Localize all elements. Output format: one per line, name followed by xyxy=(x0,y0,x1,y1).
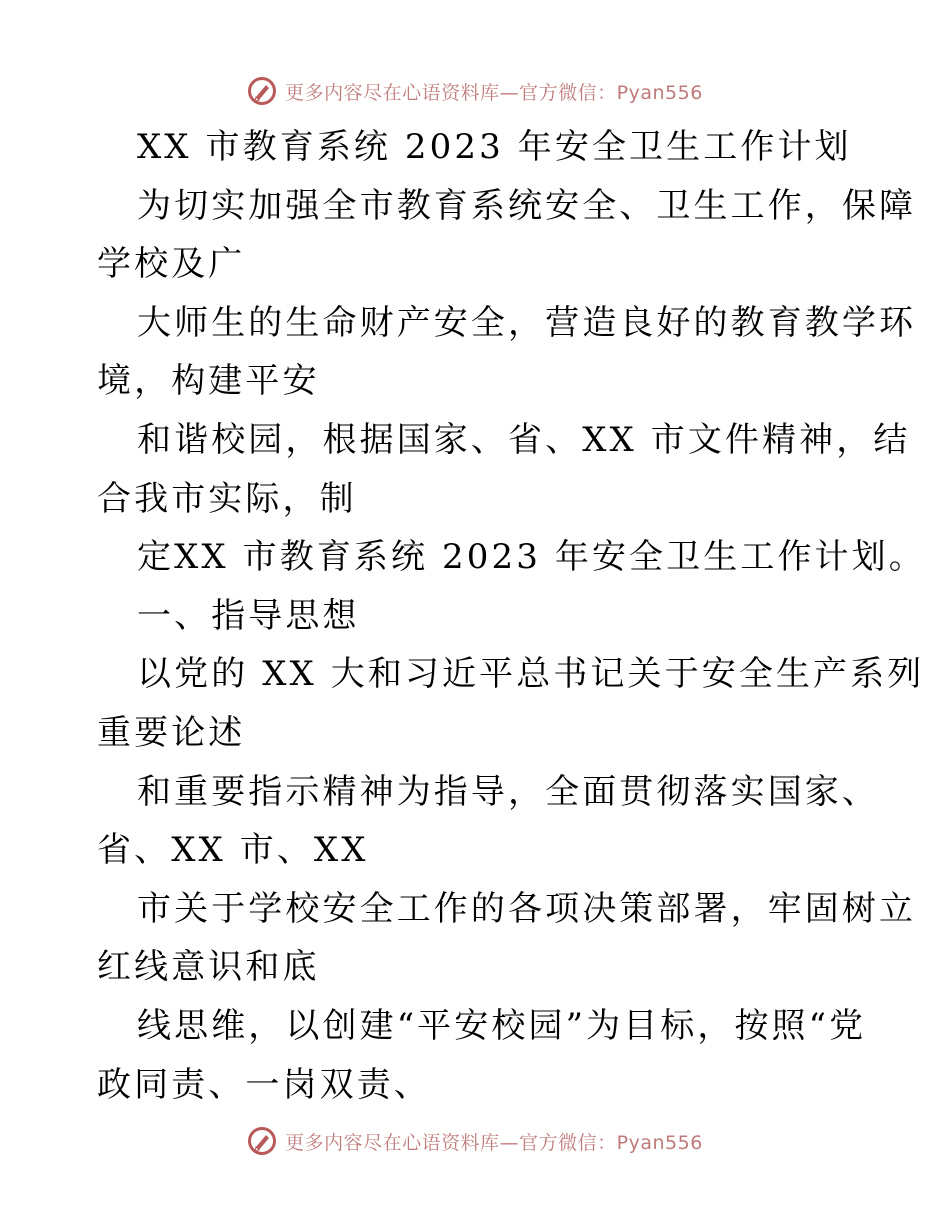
document-body xyxy=(97,118,926,1114)
paragraph-line: 以党的 XX 大和习近平总书记关于安全生产系列 xyxy=(137,654,925,695)
document-title: XX 市教育系统 2023 年安全卫生工作计划 xyxy=(137,127,852,167)
paragraph-line: 为切实加强全市教育系统安全、卫生工作，保障 xyxy=(137,185,917,226)
footer-watermark xyxy=(0,1121,950,1161)
paragraph-line: 线思维，以创建“平安校园”为目标，按照“党 xyxy=(137,1005,867,1046)
pen-circle-logo-icon xyxy=(247,1126,277,1156)
paragraph-line: 合我市实际，制 xyxy=(97,478,357,519)
paragraph-line: 红线意识和底 xyxy=(97,947,320,988)
paragraph-line: 市关于学校安全工作的各项决策部署，牢固树立 xyxy=(137,888,917,929)
paragraph-line: 境，构建平安 xyxy=(97,361,320,402)
section-heading: 一、指导思想 xyxy=(137,595,360,636)
paragraph-line: 省、XX 市、XX xyxy=(97,830,369,871)
header-watermark xyxy=(0,71,950,111)
paragraph-line: 政同责、一岗双责、 xyxy=(97,1064,431,1105)
watermark-text: 更多内容尽在心语资料库—官方微信：Pyan556 xyxy=(285,1131,703,1154)
watermark-text: 更多内容尽在心语资料库—官方微信：Pyan556 xyxy=(285,81,703,104)
paragraph-line: 学校及广 xyxy=(97,244,246,285)
pen-circle-logo-icon xyxy=(247,76,277,106)
paragraph-line: 和谐校园，根据国家、省、XX 市文件精神，结 xyxy=(137,419,911,460)
paragraph-line: 重要论述 xyxy=(97,712,246,753)
paragraph-line: 大师生的生命财产安全，营造良好的教育教学环 xyxy=(137,302,917,343)
paragraph-line: 和重要指示精神为指导，全面贯彻落实国家、 xyxy=(137,771,879,812)
paragraph-line: 定XX 市教育系统 2023 年安全卫生工作计划。 xyxy=(137,537,926,578)
